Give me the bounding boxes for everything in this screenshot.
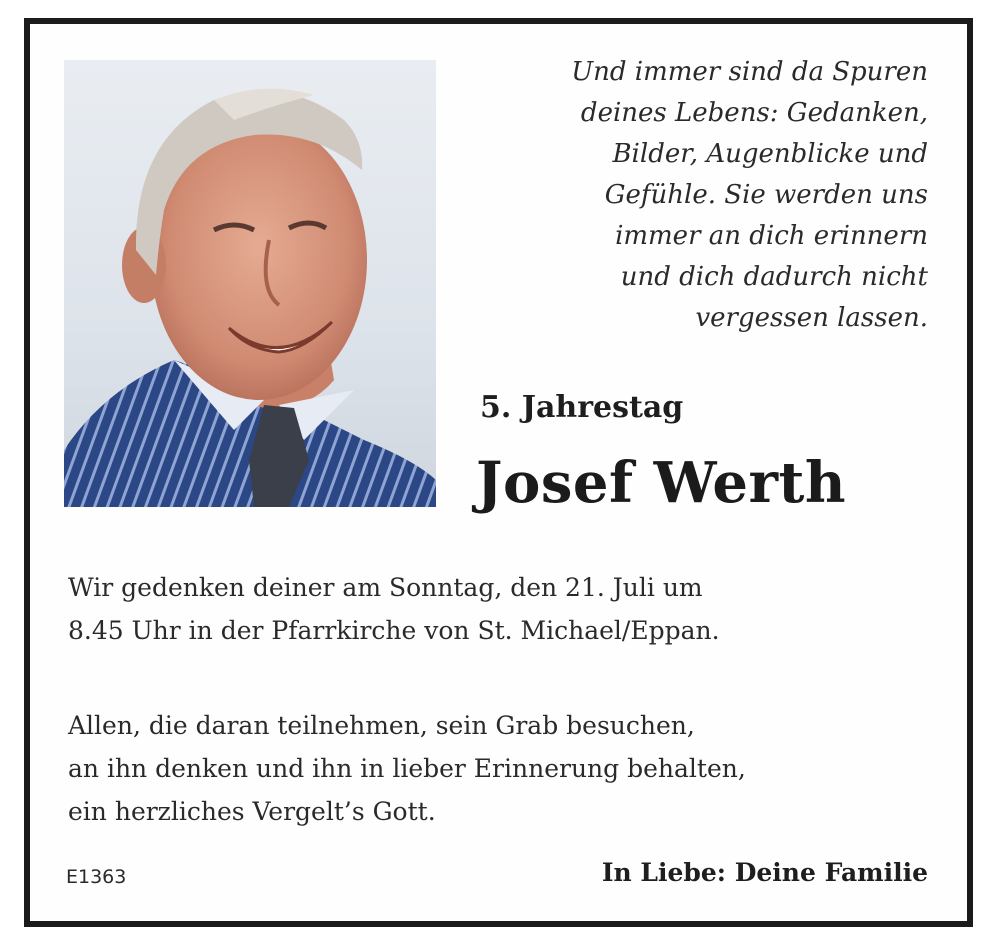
quote-line: Gefühle. Sie werden uns bbox=[604, 180, 928, 210]
announcement-line: Wir gedenken deiner am Sonntag, den 21. Juli um bbox=[68, 573, 703, 602]
thanks-line: Allen, die daran teilnehmen, sein Grab besuchen, bbox=[68, 711, 695, 740]
anniversary-heading: 5. Jahrestag bbox=[480, 390, 684, 425]
mass-announcement bbox=[68, 566, 720, 652]
thanks-line: ein herzliches Vergelt’s Gott. bbox=[68, 797, 436, 826]
quote-line: deines Lebens: Gedanken, bbox=[580, 98, 928, 128]
quote-line: Und immer sind da Spuren bbox=[571, 57, 928, 87]
portrait-photo bbox=[64, 60, 436, 507]
quote-line: und dich dadurch nicht bbox=[620, 262, 928, 292]
notice-code: E1363 bbox=[66, 866, 127, 888]
quote-line: immer an dich erinnern bbox=[615, 221, 928, 251]
thanks-line: an ihn denken und ihn in lieber Erinnerung behalten, bbox=[68, 754, 746, 783]
family-signoff: In Liebe: Deine Familie bbox=[601, 858, 928, 887]
quote-line: Bilder, Augenblicke und bbox=[612, 139, 928, 169]
quote-line: vergessen lassen. bbox=[695, 303, 928, 333]
announcement-line: 8.45 Uhr in der Pfarrkirche von St. Michael/Eppan. bbox=[68, 616, 720, 645]
deceased-name: Josef Werth bbox=[476, 450, 847, 516]
memorial-quote bbox=[488, 52, 928, 339]
portrait-photo-icon bbox=[64, 60, 436, 507]
thanks-paragraph bbox=[68, 704, 746, 833]
